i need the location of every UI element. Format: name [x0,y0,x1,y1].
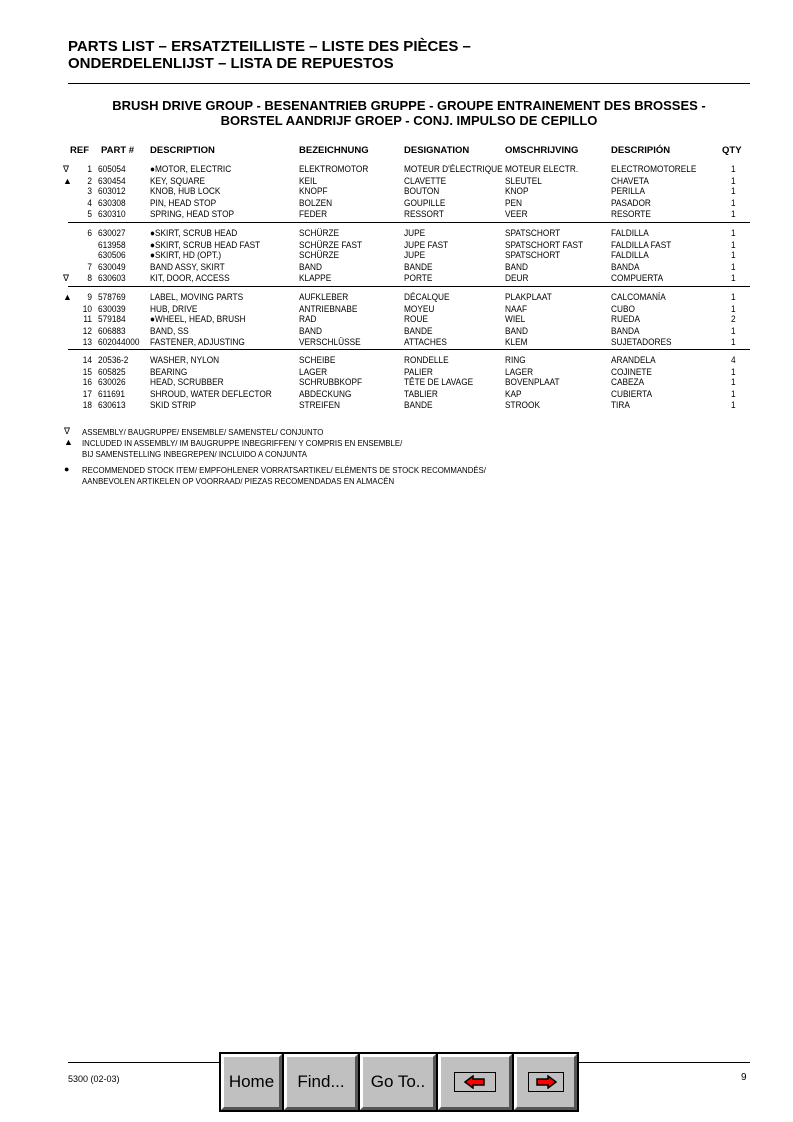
part-number: 613958 [98,239,126,250]
assembly-mark: ∇ [64,426,71,436]
quantity: 1 [731,303,736,314]
omschrijving: STROOK [505,399,540,410]
ref-number: 11 [83,314,92,324]
part-number: 630026 [98,377,126,387]
part-number: 602044000 [98,336,140,347]
designation: RONDELLE [404,355,449,365]
col-ref: REF [70,145,89,156]
part-number: 630310 [98,208,126,219]
part-number: 579184 [98,314,126,324]
included-mark: ▲ [64,437,73,447]
ref-number: 9 [87,292,92,302]
group-divider [68,286,750,287]
descripcion: COMPUERTA [611,272,664,283]
part-number: 630506 [98,250,126,260]
descripcion: FALDILLA FAST [611,239,672,250]
quantity: 1 [731,197,736,208]
ref-number: 5 [87,208,92,219]
designation: TÊTE DE LAVAGE [404,377,474,387]
description: WASHER, NYLON [150,355,220,365]
description: BAND ASSY, SKIRT [150,261,225,272]
descripcion: BANDA [611,261,640,272]
designation: RESSORT [404,208,444,219]
bezeichnung: KEIL [299,175,317,186]
descripcion: COJINETE [611,366,652,377]
bezeichnung: ABDECKUNG [299,388,352,399]
omschrijving: BAND [505,325,529,336]
part-number: 630027 [98,228,126,238]
quantity: 1 [731,366,736,377]
omschrijving: SPATSCHORT FAST [505,239,584,250]
ref-number: 17 [82,388,92,399]
assembly-mark: ∇ [63,272,70,283]
designation: GOUPILLE [404,197,446,208]
descripcion: ELECTROMOTORELE [611,164,697,174]
designation: DÉCALQUE [404,292,450,302]
designation: MOTEUR D'ÉLECTRIQUE [404,164,503,174]
description: SHROUD, WATER DEFLECTOR [150,388,272,399]
designation: ROUE [404,314,428,324]
descripcion: FALDILLA [611,228,649,238]
quantity: 1 [731,186,736,196]
forward-button[interactable] [514,1054,577,1110]
ref-number: 18 [82,399,92,410]
legend-stock-2: AANBEVOLEN ARTIKELEN OP VOORRAAD/ PIEZAS RECOMENDADAS EN ALMACÉN [82,476,395,486]
quantity: 1 [731,164,736,174]
bezeichnung: BOLZEN [299,197,333,208]
part-number: 20536-2 [98,355,129,365]
omschrijving: KNOP [505,186,529,196]
descripcion: FALDILLA [611,250,649,260]
descripcion: CABEZA [611,377,645,387]
designation: BANDE [404,325,433,336]
description: SKID STRIP [150,399,197,410]
part-number: 606883 [98,325,126,336]
col-description: DESCRIPTION [150,145,215,156]
omschrijving: NAAF [505,303,528,314]
bezeichnung: LAGER [299,366,328,377]
bezeichnung: AUFKLEBER [299,292,349,302]
assembly-mark: ∇ [63,164,70,174]
part-number: 611691 [98,388,126,399]
descripcion: TIRA [611,399,630,410]
description: HEAD, SCRUBBER [150,377,224,387]
group-title [68,98,750,128]
ref-number: 4 [87,197,92,208]
designation: BANDE [404,261,433,272]
quantity: 1 [731,336,736,347]
col-descripcion: DESCRIPIÓN [611,145,671,156]
bezeichnung: KNOPF [299,186,328,196]
description: BAND, SS [150,325,189,336]
designation: BANDE [404,399,433,410]
descripcion: CUBO [611,303,635,314]
quantity: 4 [731,355,736,365]
description: HUB, DRIVE [150,303,198,314]
part-number: 605825 [98,366,126,377]
bezeichnung: ANTRIEBNABE [299,303,358,314]
designation: BOUTON [404,186,440,196]
omschrijving: LAGER [505,366,534,377]
quantity: 1 [731,388,736,399]
ref-number: 13 [82,336,92,347]
legend-included-2: BIJ SAMENSTELLING INBEGREPEN/ INCLUIDO A CONJUNTA [82,449,307,459]
bezeichnung: BAND [299,325,323,336]
nav-bar [219,1052,579,1112]
part-number: 605054 [98,164,126,174]
descripcion: CALCOMANÍA [611,292,666,302]
part-number: 630039 [98,303,126,314]
description: KNOB, HUB LOCK [150,186,221,196]
omschrijving: SPATSCHORT [505,228,561,238]
description: PIN, HEAD STOP [150,197,217,208]
part-number: 630454 [98,175,126,186]
description: ●SKIRT, SCRUB HEAD [150,228,238,238]
title-line-1: PARTS LIST – ERSATZTEILLISTE – LISTE DES PIÈCES – [68,38,471,55]
quantity: 1 [731,399,736,410]
designation: JUPE [404,250,426,260]
quantity: 1 [731,175,736,186]
omschrijving: DEUR [505,272,529,283]
description: KIT, DOOR, ACCESS [150,272,230,283]
bezeichnung: BAND [299,261,323,272]
ref-number: 14 [82,355,92,365]
legend-stock-1: RECOMMENDED STOCK ITEM/ EMPFOHLENER VORRATSARTIKEL/ ELÉMENTS DE STOCK RECOMMANDÉS/ [82,465,486,475]
designation: CLAVETTE [404,175,447,186]
omschrijving: PLAKPLAAT [505,292,552,302]
descripcion: CUBIERTA [611,388,653,399]
quantity: 2 [731,314,736,324]
descripcion: PASADOR [611,197,651,208]
stock-mark: ● [64,464,70,474]
omschrijving: PEN [505,197,523,208]
quantity: 1 [731,325,736,336]
right-arrow-icon [528,1072,564,1092]
description: FASTENER, ADJUSTING [150,336,245,347]
left-arrow-icon [454,1072,496,1092]
bezeichnung: SCHRUBBKOPF [299,377,363,387]
omschrijving: SLEUTEL [505,175,542,186]
omschrijving: MOTEUR ELECTR. [505,164,579,174]
description: LABEL, MOVING PARTS [150,292,244,302]
bezeichnung: SCHÜRZE [299,250,340,260]
title-line-2: ONDERDELENLIJST – LISTA DE REPUESTOS [68,55,394,72]
quantity: 1 [731,228,736,238]
ref-number: 6 [87,228,92,238]
doc-number: 5300 (02-03) [68,1074,120,1084]
designation: JUPE FAST [404,239,449,250]
quantity: 1 [731,208,736,219]
bezeichnung: FEDER [299,208,328,219]
part-number: 630613 [98,399,126,410]
omschrijving: KLEM [505,336,528,347]
omschrijving: SPATSCHORT [505,250,561,260]
descripcion: ARANDELA [611,355,656,365]
part-number: 630049 [98,261,126,272]
bezeichnung: SCHÜRZE [299,228,340,238]
part-number: 630603 [98,272,126,283]
description: ●MOTOR, ELECTRIC [150,164,232,174]
page-title [68,38,471,72]
bezeichnung: SCHÜRZE FAST [299,239,363,250]
ref-number: 10 [82,303,92,314]
bezeichnung: RAD [299,314,317,324]
ref-number: 1 [87,164,92,174]
col-part: PART # [101,145,135,156]
group-divider [68,222,750,223]
bezeichnung: STREIFEN [299,399,340,410]
bezeichnung: ELEKTROMOTOR [299,164,369,174]
descripcion: BANDA [611,325,640,336]
designation: PALIER [404,366,433,377]
designation: TABLIER [404,388,438,399]
included-mark: ▲ [63,292,72,302]
home-button[interactable]: Home [221,1054,282,1110]
descripcion: CHAVETA [611,175,649,186]
quantity: 1 [731,250,736,260]
group-divider [68,349,750,350]
ref-number: 2 [87,175,92,186]
page-number: 9 [741,1072,747,1083]
descripcion: SUJETADORES [611,336,672,347]
designation: MOYEU [404,303,435,314]
descripcion: RESORTE [611,208,651,219]
quantity: 1 [731,272,736,283]
descripcion: PERILLA [611,186,646,196]
group-title-line-2: BORSTEL AANDRIJF GROEP - CONJ. IMPULSO DE CEPILLO [220,113,598,128]
ref-number: 15 [82,366,92,377]
col-bezeichnung: BEZEICHNUNG [299,145,369,156]
group-title-line-1: BRUSH DRIVE GROUP - BESENANTRIEB GRUPPE - GROUPE ENTRAINEMENT DES BROSSES - [112,98,706,113]
bezeichnung: SCHEIBE [299,355,336,365]
divider [68,83,750,84]
omschrijving: RING [505,355,526,365]
omschrijving: VEER [505,208,528,219]
quantity: 1 [731,292,736,302]
quantity: 1 [731,239,736,250]
description: BEARING [150,366,188,377]
designation: PORTE [404,272,433,283]
designation: ATTACHES [404,336,447,347]
description: ●SKIRT, HD (OPT.) [150,250,222,260]
ref-number: 3 [87,186,92,196]
ref-number: 7 [87,261,92,272]
omschrijving: BOVENPLAAT [505,377,560,387]
description: ●WHEEL, HEAD, BRUSH [150,314,246,324]
ref-number: 16 [82,377,92,387]
legend-assembly: ASSEMBLY/ BAUGRUPPE/ ENSEMBLE/ SAMENSTEL/ CONJUNTO [82,427,324,437]
find-button[interactable]: Find... [284,1054,358,1110]
designation: JUPE [404,228,426,238]
omschrijving: WIEL [505,314,526,324]
included-mark: ▲ [63,175,72,186]
description: KEY, SQUARE [150,175,206,186]
goto-button[interactable]: Go To.. [360,1054,436,1110]
descripcion: RUEDA [611,314,640,324]
ref-number: 12 [82,325,92,336]
description: SPRING, HEAD STOP [150,208,235,219]
legend-included-1: INCLUDED IN ASSEMBLY/ IM BAUGRUPPE INBEGRIFFEN/ Y COMPRIS EN ENSEMBLE/ [82,438,403,448]
bezeichnung: KLAPPE [299,272,332,283]
bezeichnung: VERSCHLÜSSE [299,336,361,347]
part-number: 578769 [98,292,126,302]
part-number: 630308 [98,197,126,208]
quantity: 1 [731,377,736,387]
part-number: 603012 [98,186,126,196]
omschrijving: KAP [505,388,522,399]
col-omschrijving: OMSCHRIJVING [505,145,579,156]
col-designation: DESIGNATION [404,145,470,156]
description: ●SKIRT, SCRUB HEAD FAST [150,239,261,250]
ref-number: 8 [87,272,92,283]
omschrijving: BAND [505,261,529,272]
col-qty: QTY [722,145,742,156]
quantity: 1 [731,261,736,272]
back-button[interactable] [438,1054,512,1110]
